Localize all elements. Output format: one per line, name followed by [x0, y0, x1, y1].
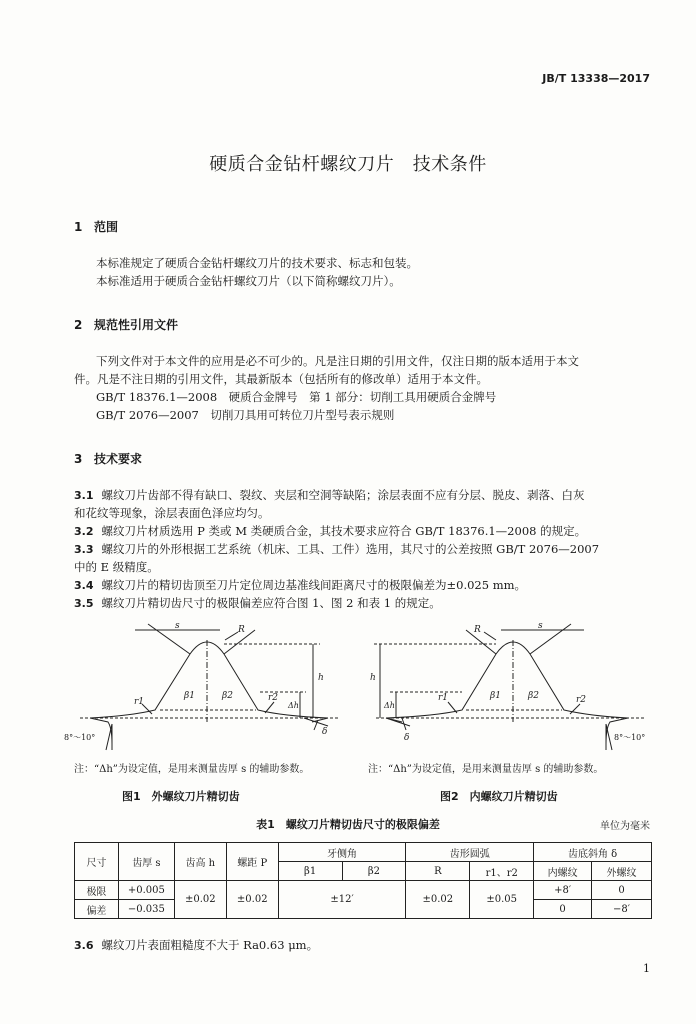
section-1-heading: [74, 218, 118, 235]
fig2-label-angle: 8°～10°: [614, 733, 646, 742]
fig1-label-dh: Δh: [288, 701, 299, 710]
figure-2-caption: 图2 内螺纹刀片精切齿: [440, 790, 558, 803]
header-root-angle: 齿底斜角 δ: [534, 843, 652, 862]
cell-s-upper: +0.005: [118, 881, 174, 900]
header-beta2: β2: [342, 862, 406, 881]
tolerance-table: [74, 842, 652, 919]
section-title: 技术要求: [94, 452, 143, 466]
clause-3-6: [74, 936, 652, 955]
reference-2: GB/T 2076—2007 切削刀具用可转位刀片型号表示规则: [96, 408, 395, 422]
section-2-heading: [74, 316, 178, 333]
fig1-label-beta1: β1: [184, 691, 195, 701]
header-r1-r2: r1、r2: [470, 862, 534, 881]
clause-text: 螺纹刀片精切齿尺寸的极限偏差应符合图 1、图 2 和表 1 的规定。: [101, 596, 441, 610]
fig1-label-r2: r2: [268, 693, 279, 703]
clause-3-1-cont: 和花纹等现象，涂层表面色泽应均匀。: [74, 506, 270, 520]
cell-beta: ±12′: [278, 881, 406, 919]
fig1-label-r1: r1: [134, 697, 145, 707]
section-title: 规范性引用文件: [94, 318, 179, 332]
scope-para-2: 本标准适用于硬质合金钻杆螺纹刀片（以下简称螺纹刀片）。: [96, 274, 401, 288]
section-title: 范围: [94, 220, 119, 234]
clause-text: 螺纹刀片表面粗糙度不大于 Ra0.63 μm。: [101, 938, 319, 952]
standard-number: JB/T 13338—2017: [542, 72, 650, 85]
table-unit: 单位为毫米: [600, 821, 650, 832]
clause-3-4: [74, 576, 652, 595]
section-3-heading: [74, 450, 142, 467]
header-size: 尺寸: [75, 843, 119, 881]
header-beta1: β1: [278, 862, 342, 881]
figure-2-note: 注：“Δh”为设定值，是用来测量齿厚 s 的辅助参数。: [368, 764, 604, 775]
header-pitch: 螺距 P: [226, 843, 278, 881]
fig1-label-s: s: [175, 622, 180, 631]
fig1-label-R: R: [238, 625, 245, 635]
clause-number: 3.3: [74, 543, 94, 556]
section-number: 3: [74, 452, 83, 466]
fig2-label-beta2: β2: [528, 691, 539, 701]
row-label-bottom: 偏差: [75, 900, 119, 919]
figure-1-drawing: [60, 622, 350, 756]
refs-para-line-2: 件。凡是不注日期的引用文件，其最新版本（包括所有的修改单）适用于本文件。: [74, 372, 488, 386]
reference-1: GB/T 18376.1—2008 硬质合金牌号 第 1 部分：切削工具用硬质合金牌号: [96, 390, 497, 404]
cell-r: ±0.05: [470, 881, 534, 919]
clause-number: 3.5: [74, 597, 94, 610]
scope-para-1: 本标准规定了硬质合金钻杆螺纹刀片的技术要求、标志和包装。: [96, 256, 418, 270]
figure-2-drawing: [366, 622, 656, 756]
clause-number: 3.2: [74, 525, 94, 538]
cell-R: ±0.02: [406, 881, 470, 919]
figure-1-note: 注：“Δh”为设定值，是用来测量齿厚 s 的辅助参数。: [74, 764, 310, 775]
cell-outer-upper: 0: [592, 881, 652, 900]
fig2-label-dh: Δh: [384, 701, 395, 710]
clause-text: 螺纹刀片的精切齿顶至刀片定位周边基准线间距离尺寸的极限偏差为±0.025 mm。: [101, 578, 527, 592]
header-R: R: [406, 862, 470, 881]
page-number: 1: [643, 962, 650, 975]
clause-number: 3.4: [74, 579, 94, 592]
fig2-label-delta: δ: [404, 733, 410, 743]
header-internal-thread: 内螺纹: [534, 862, 592, 881]
header-profile-arc: 齿形圆弧: [406, 843, 534, 862]
section-number: 1: [74, 220, 83, 234]
header-tooth-height: 齿高 h: [174, 843, 226, 881]
fig1-label-h: h: [318, 673, 324, 683]
clause-number: 3.6: [74, 939, 94, 952]
clause-3-2: [74, 522, 652, 541]
clause-text: 螺纹刀片材质选用 P 类或 M 类硬质合金，其技术要求应符合 GB/T 18376.1—2008 的规定。: [101, 524, 587, 538]
fig1-label-angle: 8°～10°: [64, 733, 96, 742]
fig1-label-delta: δ: [322, 727, 328, 737]
fig2-label-s: s: [538, 622, 543, 631]
fig2-label-r2: r2: [576, 695, 587, 705]
fig2-label-h: h: [370, 673, 376, 683]
fig2-label-beta1: β1: [490, 691, 501, 701]
cell-P: ±0.02: [226, 881, 278, 919]
clause-text: 螺纹刀片齿部不得有缺口、裂纹、夹层和空洞等缺陷；涂层表面不应有分层、脱皮、剥落、白灰: [101, 488, 585, 502]
clause-number: 3.1: [74, 489, 94, 502]
section-number: 2: [74, 318, 83, 332]
cell-inner-upper: +8′: [534, 881, 592, 900]
refs-para-line-1: 下列文件对于本文件的应用是必不可少的。凡是注日期的引用文件，仅注日期的版本适用于本文: [96, 354, 579, 368]
header-flank-angle: 牙侧角: [278, 843, 406, 862]
clause-3-3: [74, 540, 652, 559]
table-row: [75, 881, 652, 900]
clause-3-3-cont: 中的 E 级精度。: [74, 560, 159, 574]
cell-s-lower: −0.035: [118, 900, 174, 919]
fig2-label-r1: r1: [438, 693, 449, 703]
clause-3-1: [74, 486, 652, 505]
clause-text: 螺纹刀片的外形根据工艺系统（机床、工具、工件）选用，其尺寸的公差按照 GB/T 2076—2007: [101, 542, 600, 556]
header-external-thread: 外螺纹: [592, 862, 652, 881]
table-caption: 表1 螺纹刀片精切齿尺寸的极限偏差: [256, 818, 440, 831]
cell-h: ±0.02: [174, 881, 226, 919]
cell-outer-lower: −8′: [592, 900, 652, 919]
fig2-label-R: R: [474, 625, 481, 635]
row-label-top: 极限: [75, 881, 119, 900]
cell-inner-lower: 0: [534, 900, 592, 919]
header-tooth-thickness: 齿厚 s: [118, 843, 174, 881]
figure-1-caption: 图1 外螺纹刀片精切齿: [122, 790, 240, 803]
fig1-label-beta2: β2: [222, 691, 233, 701]
document-title: 硬质合金钻杆螺纹刀片 技术条件: [209, 154, 487, 175]
clause-3-5: [74, 594, 652, 613]
